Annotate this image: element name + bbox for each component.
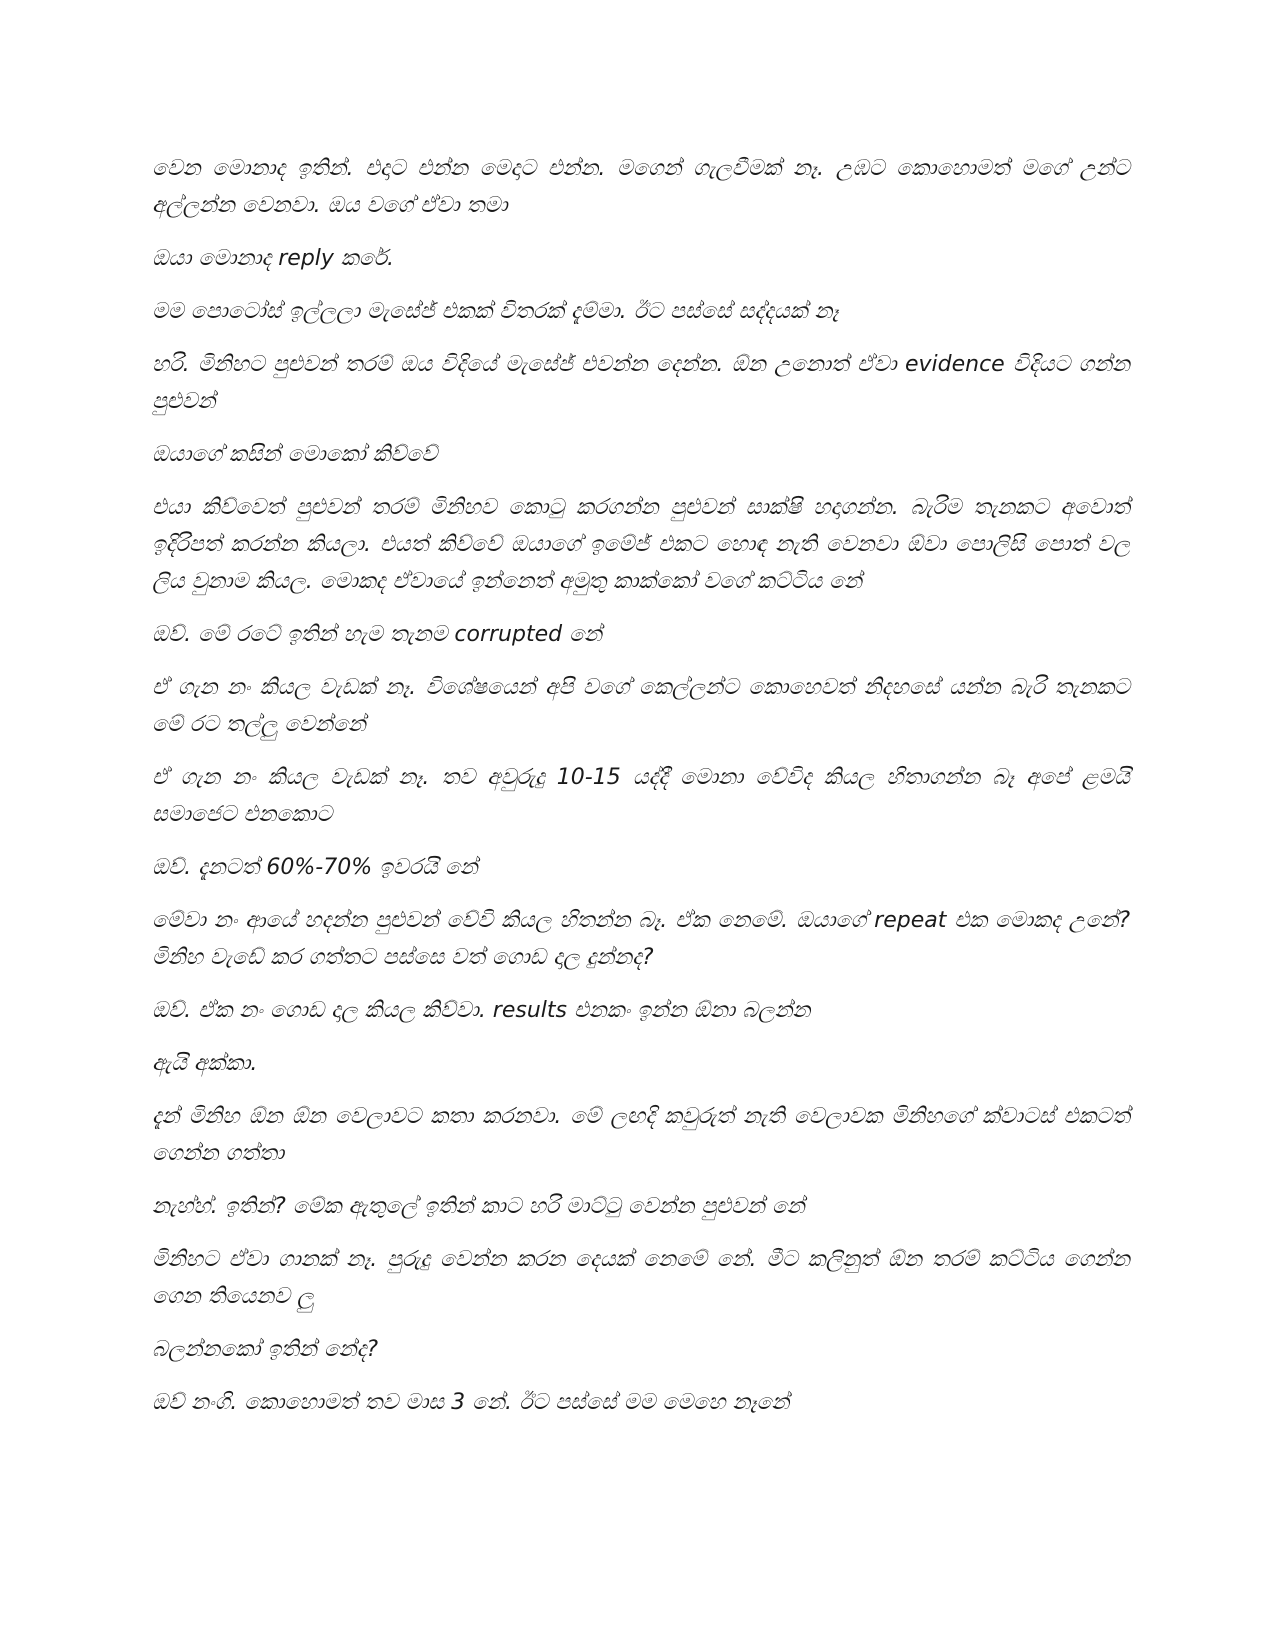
paragraph: හරි. මිනිහට පුළුවන් තරම් ඔය විදියේ මැසේජ් එවන්න දෙන්න. ඕන උනොත් ඒවා evidence විදියට ගන්න පුළුවන් (152, 352, 1130, 414)
paragraph: ඔව්. දැනටත් 60%-70% ඉවරයි නේ (152, 855, 478, 880)
paragraph: නැහ්හ්. ඉතින්? මේක ඇතුලේ ඉතින් කාට හරි මාට්ටු වෙන්න පුළුවන් නේ (152, 1194, 805, 1219)
paragraph: ඔයා මොනාද reply කරේ. (152, 246, 395, 271)
document-body (152, 150, 1130, 1437)
paragraph: එයා කිව්වෙත් පුළුවන් තරම් මිනිහව කොටු කරගන්න පුළුවන් සාක්ෂි හදාගන්න. බැරිම තැනකට අවොත් ඉදිරිපත් කරන්න කියලා. එයත් කිව්වේ ඔයාගේ ඉමේජ් එකට හොඳ නැති වෙනවා ඕවා පොලිසි පොත් වල ලිය වුනාම කියල. මොකද ඒවායේ ඉන්නෙත් අමුතු කාක්කෝ වගේ කට්ටිය නේ (152, 495, 1130, 594)
paragraph: ඒ ගැන නං කියල වැඩක් නෑ. විශේෂයෙන් අපි වගේ කෙල්ලන්ට කොහෙවත් නිදහසේ යන්න බැරි තැනකට මේ රට තල්ලු වෙන්නේ (152, 675, 1130, 737)
paragraph: දැන් මිනිහ ඕන ඕන වෙලාවට කතා කරනවා. මේ ලඟදි කවුරුත් නැති වෙලාවක මිනිහගේ ක්වාටස් එකටත් ගෙන්න ගත්තා (152, 1104, 1130, 1166)
paragraph: ඇයි අක්කා. (152, 1051, 258, 1076)
paragraph: මිනිහට ඒවා ගානක් නෑ. පුරුදු වෙන්න කරන දෙයක් නෙමේ නේ. මීට කලිනුත් ඕන තරම් කට්ටිය ගෙන්න ගෙන තියෙනව ලු (152, 1247, 1130, 1309)
paragraph: ඔයාගේ කසින් මොකෝ කිව්වේ (152, 442, 438, 467)
paragraph: ඔව්. මේ රටේ ඉතින් හැම තැනම corrupted නේ (152, 622, 602, 647)
paragraph: මේවා නං ආයේ හදන්න පුළුවන් වේවි කියල හිතන්න බෑ. ඒක නෙමේ. ඔයාගේ repeat එක මොකද උනේ? මිනිහ වැඩේ කර ගත්තට පස්සෙ වත් ගොඩ දාල දුන්නද? (152, 908, 1130, 970)
paragraph: ඔව්. ඒක නං ගොඩ දාල කියල කිව්වා. results එනකං ඉන්න ඕනා බලන්න (152, 998, 811, 1023)
paragraph: ඒ ගැන නං කියල වැඩක් නෑ. තව අවුරුදු 10-15 යද්දී මොනා වේවිද කියල හිතාගන්න බෑ අපේ ළමයි සමාජෙට එනකොට (152, 765, 1130, 827)
paragraph: වෙන මොනාද ඉතින්. එදාට එන්න මෙදාට එන්න. මගෙන් ගැලවීමක් නෑ. උඹට කොහොමත් මගේ උන්ට අල්ලන්න වෙනවා. ඔය වගේ ඒවා තමා (152, 156, 1130, 218)
paragraph: මම පොටෝස් ඉල්ලලා මැසේජ් එකක් විතරක් දැම්මා. ඊට පස්සේ සද්දයක් නෑ (152, 299, 839, 324)
paragraph: ඔව් නංගි. කොහොමත් තව මාස 3 නේ. ඊට පස්සේ මම මෙහෙ නෑනේ (152, 1390, 790, 1415)
paragraph: බලන්නකෝ ඉතින් නේද? (152, 1337, 379, 1362)
